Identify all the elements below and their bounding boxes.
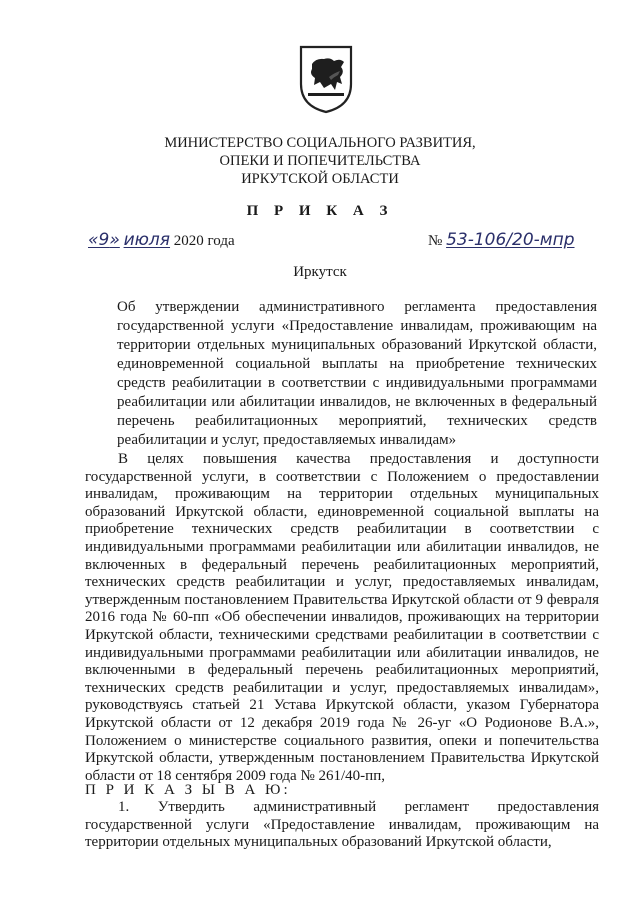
coat-of-arms-icon: [298, 44, 354, 114]
ministry-line: ОПЕКИ И ПОПЕЧИТЕЛЬСТВА: [219, 153, 421, 169]
preamble-paragraph: В целях повышения качества предоставления и доступности государственной услуги, в соответствии с Положением о предоставлении инвалидам, проживающим на территории отдельных муниципальных образований Иркутской области, единовременной социальной выплаты на приобретение технических средств реабилитации в соответствии с индивидуальными программами реабилитации или абилитации инвалидов, не включенных в федеральный перечень реабилитационных мероприятий, технических средств реабилитации и услуг, предоставляемых инвалидам, утвержденным постановлением Правительства Иркутской области от 9 февраля 2016 года № 60-пп «Об обеспечении инвалидов, проживающих на территории Иркутской области, техническими средствами реабилитации в соответствии с индивидуальными программами реабилитации или абилитации инвалидов, не включенными в федеральный перечень реабилитационных мероприятий, технических средств реабилитации и услуг, предоставляемых инвалидам», руководствуясь статьей 21 Устава Иркутской области, указом Губернатора Иркутской области от 12 декабря 2019 года № 26-уг «О Родионове В.А.», Положением о министерстве социального развития, опеки и попечительства Иркутской области, утвержденным постановлением Правительства Иркутской области от 18 сентября 2009 года № 261/40-пп,: [85, 451, 599, 784]
order-word: П Р И К А З Ы В А Ю:: [85, 782, 291, 798]
date-month: июля: [123, 230, 171, 250]
document-subject: Об утверждении административного регламента предоставления государственной услуги «Предоставление инвалидам, проживающим на территории отдельных муниципальных образований Иркутской области, единовременной социальной выплаты на приобретение технических средств реабилитации в соответствии с индивидуальными программами реабилитации или абилитации инвалидов, не включенных в федеральный перечень реабилитационных мероприятий, технических средств реабилитации и услуг, предоставляемых инвалидам»: [117, 299, 597, 448]
document-number: [428, 230, 575, 250]
ministry-line: ИРКУТСКОЙ ОБЛАСТИ: [241, 171, 399, 187]
date-year: 2020 года: [173, 233, 235, 249]
document-date: [88, 230, 235, 250]
date-day: 9: [98, 230, 110, 250]
date-open-quote: «: [88, 230, 99, 250]
date-close-quote: »: [109, 230, 120, 250]
ministry-name: [0, 134, 640, 188]
ministry-line: МИНИСТЕРСТВО СОЦИАЛЬНОГО РАЗВИТИЯ,: [164, 135, 476, 151]
number-value: 53-106/20-мпр: [446, 230, 575, 250]
order-item-1: 1. Утвердить административный регламент предоставления государственной услуги «Предоставление инвалидам, проживающим на территории отдельных муниципальных образований Иркутской области,: [85, 799, 599, 851]
document-city: Иркутск: [293, 264, 347, 280]
number-label: №: [428, 233, 443, 249]
document-title: П Р И К А З: [246, 203, 394, 219]
